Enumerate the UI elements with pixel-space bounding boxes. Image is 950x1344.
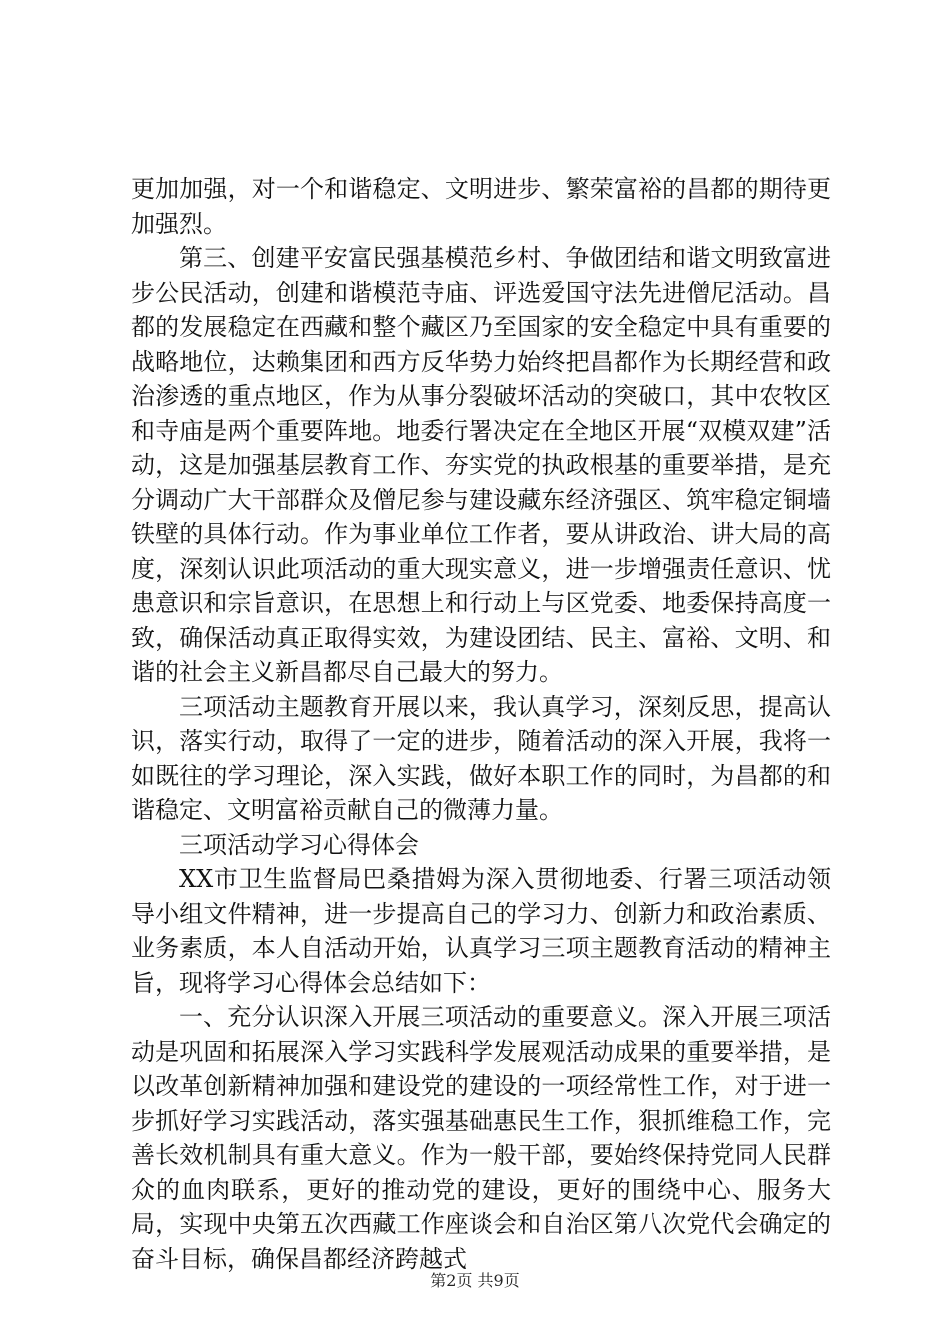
paragraph-summary: 三项活动主题教育开展以来，我认真学习，深刻反思，提高认识，落实行动，取得了一定的进步，随着活动的深入开展，我将一如既往的学习理论，深入实践，做好本职工作的同时，为昌都的和谐稳定、文明富裕贡献自己的微薄力量。 <box>131 692 831 824</box>
document-body <box>131 172 831 1276</box>
paragraph-third-activity: 第三、创建平安富民强基模范乡村、争做团结和谐文明致富进步公民活动，创建和谐模范寺庙、评选爱国守法先进僧尼活动。昌都的发展稳定在西藏和整个藏区乃至国家的安全稳定中具有重要的战略地位，达赖集团和西方反华势力始终把昌都作为长期经营和政治渗透的重点地区，作为从事分裂破坏活动的突破口，其中农牧区和寺庙是两个重要阵地。地委行署决定在全地区开展“双模双建”活动，这是加强基层教育工作、夯实党的执政根基的重要举措，是充分调动广大干部群众及僧尼参与建设藏东经济强区、筑牢稳定铜墙铁壁的具体行动。作为事业单位工作者，要从讲政治、讲大局的高度，深刻认识此项活动的重大现实意义，进一步增强责任意识、忧患意识和宗旨意识，在思想上和行动上与区党委、地委保持高度一致，确保活动真正取得实效，为建设团结、民主、富裕、文明、和谐的社会主义新昌都尽自己最大的努力。 <box>131 244 831 686</box>
section-heading: 三项活动学习心得体会 <box>179 830 419 859</box>
paragraph-point-one: 一、充分认识深入开展三项活动的重要意义。深入开展三项活动是巩固和拓展深入学习实践科学发展观活动成果的重要举措，是以改革创新精神加强和建设党的建设的一项经常性工作，对于进一步抓好学习实践活动，落实强基础惠民生工作，狠抓维稳工作，完善长效机制具有重大意义。作为一般干部，要始终保持党同人民群众的血肉联系，更好的推动党的建设，更好的围绕中心、服务大局，实现中央第五次西藏工作座谈会和自治区第八次党代会确定的奋斗目标，确保昌都经济跨越式 <box>131 1003 831 1273</box>
page-number-footer: 第2页 共9页 <box>430 1271 520 1290</box>
paragraph-introduction: XX市卫生监督局巴桑措姆为深入贯彻地委、行署三项活动领导小组文件精神，进一步提高自己的学习力、创新力和政治素质、业务素质，本人自活动开始，认真学习三项主题教育活动的精神主旨，现将学习心得体会总结如下： <box>131 865 831 997</box>
paragraph-continuation: 更加加强，对一个和谐稳定、文明进步、繁荣富裕的昌都的期待更加强烈。 <box>131 175 831 238</box>
